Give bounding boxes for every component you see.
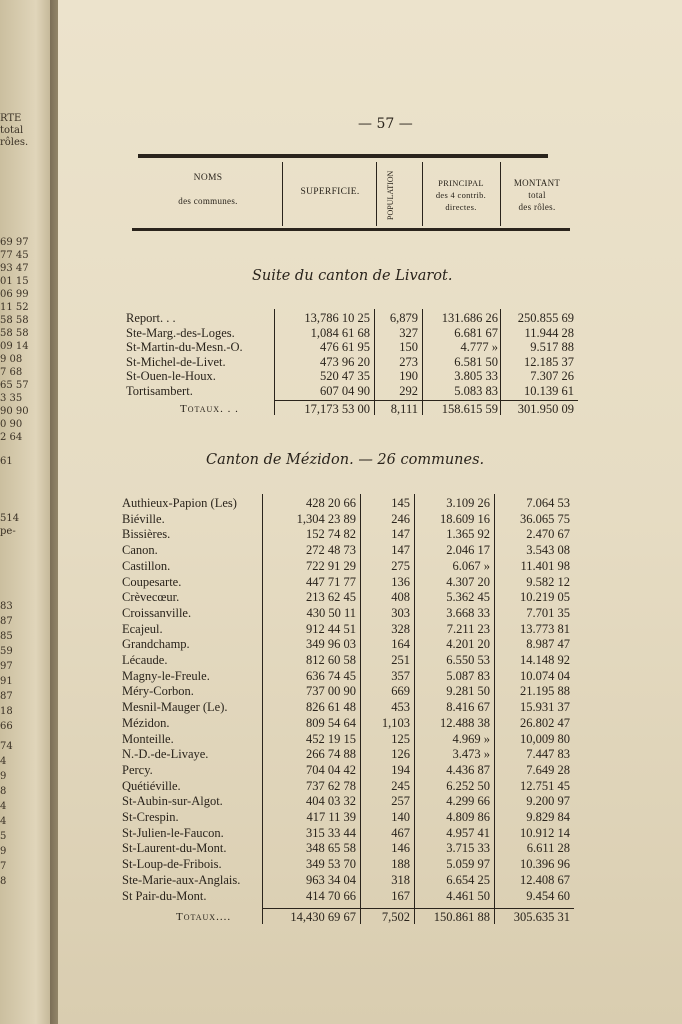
principal-cell: 6.252 50 — [446, 778, 490, 793]
header-population: POPULATION — [386, 170, 395, 220]
principal-cell: 3.668 33 — [446, 605, 490, 620]
column-divider — [374, 309, 375, 415]
table-row — [58, 559, 682, 574]
table-row — [58, 763, 682, 778]
left-page-fragment: 9 — [0, 771, 7, 782]
population-cell: 453 — [391, 700, 410, 715]
population-cell: 292 — [399, 383, 418, 398]
table-row — [58, 889, 682, 904]
left-page-fragment: 9 — [0, 846, 7, 857]
table-row — [58, 810, 682, 825]
superficie-cell: 430 50 11 — [306, 605, 356, 620]
left-page-fragment: 74 — [0, 741, 13, 752]
left-page-fragment: 58 58 — [0, 315, 29, 326]
commune-name: N.-D.-de-Livaye. — [122, 747, 209, 762]
left-page-fragment: 93 47 — [0, 263, 29, 274]
principal-cell: 1.365 92 — [446, 527, 490, 542]
header-noms — [148, 172, 268, 208]
table-row — [58, 606, 682, 621]
superficie-cell: 737 00 90 — [306, 684, 356, 699]
commune-name: Ste-Marg.-des-Loges. — [126, 325, 235, 340]
montant-cell: 11.401 98 — [520, 558, 570, 573]
left-page-fragment: 4 — [0, 801, 7, 812]
header-superficie: SUPERFICIE. — [300, 187, 360, 197]
commune-name: St-Michel-de-Livet. — [126, 354, 226, 369]
left-page-fragment: 8 — [0, 876, 7, 887]
left-page-fragment: 59 — [0, 646, 13, 657]
superficie-cell: 636 74 45 — [306, 668, 356, 683]
section-title-livarot: Suite du canton de Livarot. — [252, 268, 453, 284]
left-page-fragment: 8 — [0, 786, 7, 797]
montant-cell: 305.635 31 — [513, 910, 570, 925]
commune-name: Mesnil-Mauger (Le). — [122, 700, 228, 715]
principal-cell: 5.362 45 — [446, 590, 490, 605]
left-page-fragment: 4 — [0, 816, 7, 827]
column-divider — [262, 494, 263, 924]
left-page-fragment: pe- — [0, 526, 16, 537]
left-page-fragment: 87 — [0, 691, 13, 702]
population-cell: 164 — [391, 637, 410, 652]
table-row — [58, 575, 682, 590]
left-page-fragment: 85 — [0, 631, 13, 642]
principal-cell: 8.416 67 — [446, 700, 490, 715]
table-row — [58, 590, 682, 605]
principal-cell: 5.087 83 — [446, 668, 490, 683]
commune-name: Ecajeul. — [122, 621, 163, 636]
population-cell: 1,103 — [381, 715, 410, 730]
commune-name: St-Crespin. — [122, 810, 179, 824]
superficie-cell: 414 70 66 — [306, 888, 356, 903]
table-row — [58, 684, 682, 699]
principal-cell: 3.715 33 — [446, 841, 490, 856]
totals-row — [58, 402, 682, 417]
population-cell: 251 — [391, 653, 410, 667]
header-principal-line3: directes. — [445, 202, 477, 212]
population-cell: 275 — [391, 558, 410, 573]
header-divider — [422, 162, 423, 226]
superficie-cell: 912 44 51 — [306, 621, 356, 636]
totals-label: Totaux. . . — [180, 403, 239, 415]
commune-name: Grandchamp. — [122, 637, 190, 652]
left-page-fragment: 06 99 — [0, 289, 29, 300]
superficie-cell: 809 54 64 — [306, 715, 356, 730]
superficie-cell: 447 71 77 — [306, 574, 356, 589]
principal-cell: 6.067 » — [452, 558, 490, 573]
superficie-cell: 417 11 39 — [306, 810, 356, 824]
montant-cell: 3.543 08 — [526, 543, 570, 558]
principal-cell: 2.046 17 — [446, 543, 490, 558]
montant-cell: 10.219 05 — [520, 590, 570, 605]
population-cell: 467 — [391, 825, 410, 840]
commune-name: St Pair-du-Mont. — [122, 888, 207, 903]
left-page-fragment: 7 — [0, 861, 7, 872]
superficie-cell: 1,304 23 89 — [296, 511, 356, 526]
montant-cell: 12.751 45 — [520, 778, 570, 793]
montant-cell: 6.611 28 — [526, 841, 570, 856]
population-cell: 669 — [391, 684, 410, 699]
montant-cell: 7.064 53 — [526, 496, 570, 510]
table-row — [58, 841, 682, 856]
population-cell: 6,879 — [389, 311, 418, 325]
column-divider — [414, 494, 415, 924]
commune-name: Bissières. — [122, 527, 171, 542]
left-page-fragment: 7 68 — [0, 367, 23, 378]
left-page-fragment: 5 — [0, 831, 7, 842]
superficie-cell: 428 20 66 — [306, 496, 356, 510]
commune-name: Crèvecœur. — [122, 590, 180, 605]
header-divider — [500, 162, 501, 226]
montant-cell: 26.802 47 — [520, 715, 570, 730]
population-cell: 357 — [391, 668, 410, 683]
population-cell: 257 — [391, 794, 410, 809]
population-cell: 145 — [391, 496, 410, 510]
column-divider — [422, 309, 423, 415]
left-page-fragment: 2 64 — [0, 432, 23, 443]
principal-cell: 18.609 16 — [440, 511, 490, 526]
commune-name: Lécaude. — [122, 653, 168, 667]
left-page-fragment: 11 52 — [0, 302, 29, 313]
table-row — [58, 355, 682, 370]
commune-name: St-Aubin-sur-Algot. — [122, 794, 223, 809]
superficie-cell: 1,084 61 68 — [310, 325, 370, 340]
header-montant-line3: des rôles. — [518, 202, 556, 212]
totals-rule — [262, 908, 574, 909]
left-page-fragment: 4 — [0, 756, 7, 767]
commune-name: Tortisambert. — [126, 383, 193, 398]
table-row — [58, 637, 682, 652]
commune-name: St-Loup-de-Fribois. — [122, 857, 222, 872]
superficie-cell: 476 61 95 — [320, 340, 370, 354]
column-divider — [494, 494, 495, 924]
header-divider — [376, 162, 377, 226]
principal-cell: 6.550 53 — [446, 653, 490, 667]
superficie-cell: 452 19 15 — [306, 731, 356, 746]
commune-name: St-Julien-le-Faucon. — [122, 825, 224, 840]
montant-cell: 10.396 96 — [520, 857, 570, 872]
principal-cell: 4.436 87 — [446, 762, 490, 777]
page-number: — 57 — — [358, 116, 413, 132]
left-page-fragment: 66 — [0, 721, 13, 732]
montant-cell: 11.944 28 — [524, 325, 574, 340]
montant-cell: 12.185 37 — [524, 354, 574, 369]
principal-cell: 7.211 23 — [446, 621, 490, 636]
left-page-fragment: 90 90 — [0, 406, 29, 417]
left-page-fragment: 3 35 — [0, 393, 23, 404]
population-cell: 7,502 — [381, 910, 410, 925]
superficie-cell: 826 61 48 — [306, 700, 356, 715]
principal-cell: 4.969 » — [452, 731, 490, 746]
montant-cell: 9.829 84 — [526, 810, 570, 824]
left-page-fragment: rôles. — [0, 137, 29, 148]
principal-cell: 12.488 38 — [440, 715, 490, 730]
table-row — [58, 340, 682, 355]
table-row — [58, 384, 682, 399]
left-page-fragment: 09 14 — [0, 341, 29, 352]
commune-name: St-Martin-du-Mesn.-O. — [126, 340, 243, 354]
montant-cell: 10.139 61 — [524, 383, 574, 398]
montant-cell: 9.582 12 — [526, 574, 570, 589]
superficie-cell: 272 48 73 — [306, 543, 356, 558]
montant-cell: 21.195 88 — [520, 684, 570, 699]
table-row — [58, 700, 682, 715]
principal-cell: 6.581 50 — [454, 354, 498, 369]
header-principal — [424, 177, 498, 213]
principal-cell: 4.777 » — [460, 340, 498, 354]
table-row — [58, 326, 682, 341]
header-montant — [502, 177, 572, 213]
principal-cell: 6.654 25 — [446, 872, 490, 887]
commune-name: Croissanville. — [122, 605, 192, 620]
left-page-fragment: 65 57 — [0, 380, 29, 391]
superficie-cell: 349 96 03 — [306, 637, 356, 652]
superficie-cell: 14,430 69 67 — [290, 910, 356, 925]
header-noms-line1: NOMS — [193, 173, 223, 183]
header-principal-line1: PRINCIPAL — [438, 178, 484, 188]
montant-cell: 9.517 88 — [530, 340, 574, 354]
montant-cell: 10.074 04 — [520, 668, 570, 683]
montant-cell: 250.855 69 — [517, 311, 574, 325]
montant-cell: 36.065 75 — [520, 511, 570, 526]
commune-name: Ste-Marie-aux-Anglais. — [122, 872, 241, 887]
superficie-cell: 348 65 58 — [306, 841, 356, 856]
principal-cell: 5.083 83 — [454, 383, 498, 398]
montant-cell: 9.200 97 — [526, 794, 570, 809]
montant-cell: 12.408 67 — [520, 872, 570, 887]
principal-cell: 131.686 26 — [441, 311, 498, 325]
principal-cell: 150.861 88 — [433, 910, 490, 925]
population-cell: 146 — [391, 841, 410, 856]
superficie-cell: 152 74 82 — [306, 527, 356, 542]
table-row — [58, 311, 682, 326]
column-divider — [500, 309, 501, 415]
principal-cell: 3.805 33 — [454, 369, 498, 383]
section-title-mezidon: Canton de Mézidon. — 26 communes. — [206, 452, 485, 468]
commune-name: St-Ouen-le-Houx. — [126, 369, 216, 383]
montant-cell: 13.773 81 — [520, 621, 570, 636]
montant-cell: 7.701 35 — [526, 605, 570, 620]
totals-row — [58, 910, 682, 925]
montant-cell: 10,009 80 — [520, 731, 570, 746]
left-page-fragment: 83 — [0, 601, 13, 612]
principal-cell: 3.109 26 — [446, 496, 490, 510]
commune-name: Mézidon. — [122, 715, 170, 730]
table-row — [58, 653, 682, 668]
superficie-cell: 315 33 44 — [306, 825, 356, 840]
left-page-fragment: total — [0, 125, 24, 136]
table-row — [58, 622, 682, 637]
principal-cell: 6.681 67 — [454, 325, 498, 340]
commune-name: Canon. — [122, 543, 158, 558]
header-bottom-rule — [132, 228, 570, 231]
population-cell: 273 — [399, 354, 418, 369]
population-cell: 8,111 — [390, 402, 418, 416]
population-cell: 303 — [391, 605, 410, 620]
montant-cell: 2.470 67 — [526, 527, 570, 542]
commune-name: Magny-le-Freule. — [122, 668, 210, 683]
superficie-cell: 473 96 20 — [320, 354, 370, 369]
table-row — [58, 669, 682, 684]
commune-name: Coupesarte. — [122, 574, 182, 589]
superficie-cell: 812 60 58 — [306, 653, 356, 667]
left-page-fragment: 87 — [0, 616, 13, 627]
table-row — [58, 512, 682, 527]
commune-name: Percy. — [122, 762, 153, 777]
totals-label: Totaux.... — [176, 911, 232, 924]
totals-rule — [274, 400, 578, 401]
montant-cell: 9.454 60 — [526, 888, 570, 903]
superficie-cell: 737 62 78 — [306, 778, 356, 793]
commune-name: Biéville. — [122, 511, 165, 526]
principal-cell: 4.307 20 — [446, 574, 490, 589]
population-cell: 190 — [399, 369, 418, 383]
commune-name: Report. . . — [126, 311, 176, 325]
header-top-rule — [138, 154, 548, 158]
population-cell: 246 — [391, 511, 410, 526]
principal-cell: 4.957 41 — [446, 825, 490, 840]
commune-name: Authieux-Papion (Les) — [122, 496, 237, 510]
commune-name: Quétiéville. — [122, 778, 181, 793]
principal-cell: 3.473 » — [452, 747, 490, 762]
table-row — [58, 496, 682, 511]
table-row — [58, 527, 682, 542]
population-cell: 136 — [391, 574, 410, 589]
column-divider — [360, 494, 361, 924]
superficie-cell: 13,786 10 25 — [304, 311, 370, 325]
superficie-cell: 404 03 32 — [306, 794, 356, 809]
population-cell: 147 — [391, 527, 410, 542]
montant-cell: 301.950 09 — [517, 402, 574, 416]
superficie-cell: 213 62 45 — [306, 590, 356, 605]
montant-cell: 7.649 28 — [526, 762, 570, 777]
commune-name: Méry-Corbon. — [122, 684, 194, 699]
table-row — [58, 779, 682, 794]
montant-cell: 7.307 26 — [530, 369, 574, 383]
superficie-cell: 349 53 70 — [306, 857, 356, 872]
commune-name: Monteille. — [122, 731, 174, 746]
table-row — [58, 716, 682, 731]
principal-cell: 5.059 97 — [446, 857, 490, 872]
population-cell: 245 — [391, 778, 410, 793]
left-page-fragment: 0 90 — [0, 419, 23, 430]
principal-cell: 9.281 50 — [446, 684, 490, 699]
superficie-cell: 722 91 29 — [306, 558, 356, 573]
population-cell: 147 — [391, 543, 410, 558]
left-page-fragment: 77 45 — [0, 250, 29, 261]
table-row — [58, 369, 682, 384]
left-page-fragment: 01 15 — [0, 276, 29, 287]
superficie-cell: 520 47 35 — [320, 369, 370, 383]
left-page-fragment: 91 — [0, 676, 13, 687]
header-principal-line2: des 4 contrib. — [435, 190, 487, 200]
superficie-cell: 607 04 90 — [320, 383, 370, 398]
header-divider — [282, 162, 283, 226]
principal-cell: 4.809 86 — [446, 810, 490, 824]
left-page-fragment: 97 — [0, 661, 13, 672]
left-page-fragment: RTE — [0, 113, 22, 124]
superficie-cell: 963 34 04 — [306, 872, 356, 887]
population-cell: 140 — [391, 810, 410, 824]
book-page — [58, 0, 682, 1024]
population-cell: 150 — [399, 340, 418, 354]
table-row — [58, 857, 682, 872]
montant-cell: 14.148 92 — [520, 653, 570, 667]
left-page-fragment: 18 — [0, 706, 13, 717]
left-page-fragment: 58 58 — [0, 328, 29, 339]
montant-cell: 8.987 47 — [526, 637, 570, 652]
population-cell: 327 — [399, 325, 418, 340]
population-cell: 328 — [391, 621, 410, 636]
population-cell: 194 — [391, 762, 410, 777]
table-row — [58, 826, 682, 841]
table-row — [58, 543, 682, 558]
left-page-fragment: 514 — [0, 513, 20, 524]
principal-cell: 158.615 59 — [441, 402, 498, 416]
header-noms-line2: des communes. — [178, 196, 238, 206]
population-cell: 126 — [391, 747, 410, 762]
left-page-fragment: 69 97 — [0, 237, 29, 248]
principal-cell: 4.299 66 — [446, 794, 490, 809]
population-cell: 408 — [391, 590, 410, 605]
population-cell: 318 — [391, 872, 410, 887]
column-divider — [274, 309, 275, 415]
superficie-cell: 17,173 53 00 — [304, 402, 370, 416]
table-row — [58, 873, 682, 888]
commune-name: St-Laurent-du-Mont. — [122, 841, 227, 856]
commune-name: Castillon. — [122, 558, 171, 573]
montant-cell: 7.447 83 — [526, 747, 570, 762]
principal-cell: 4.201 20 — [446, 637, 490, 652]
table-row — [58, 732, 682, 747]
superficie-cell: 704 04 42 — [306, 762, 356, 777]
montant-cell: 10.912 14 — [520, 825, 570, 840]
table-row — [58, 747, 682, 762]
population-cell: 188 — [391, 857, 410, 872]
header-montant-line2: total — [528, 190, 546, 200]
montant-cell: 15.931 37 — [520, 700, 570, 715]
principal-cell: 4.461 50 — [446, 888, 490, 903]
header-montant-line1: MONTANT — [513, 178, 561, 188]
superficie-cell: 266 74 88 — [306, 747, 356, 762]
population-cell: 167 — [391, 888, 410, 903]
left-page-fragment: 61 — [0, 456, 13, 467]
table-row — [58, 794, 682, 809]
left-page-fragment: 9 08 — [0, 354, 23, 365]
population-cell: 125 — [391, 731, 410, 746]
